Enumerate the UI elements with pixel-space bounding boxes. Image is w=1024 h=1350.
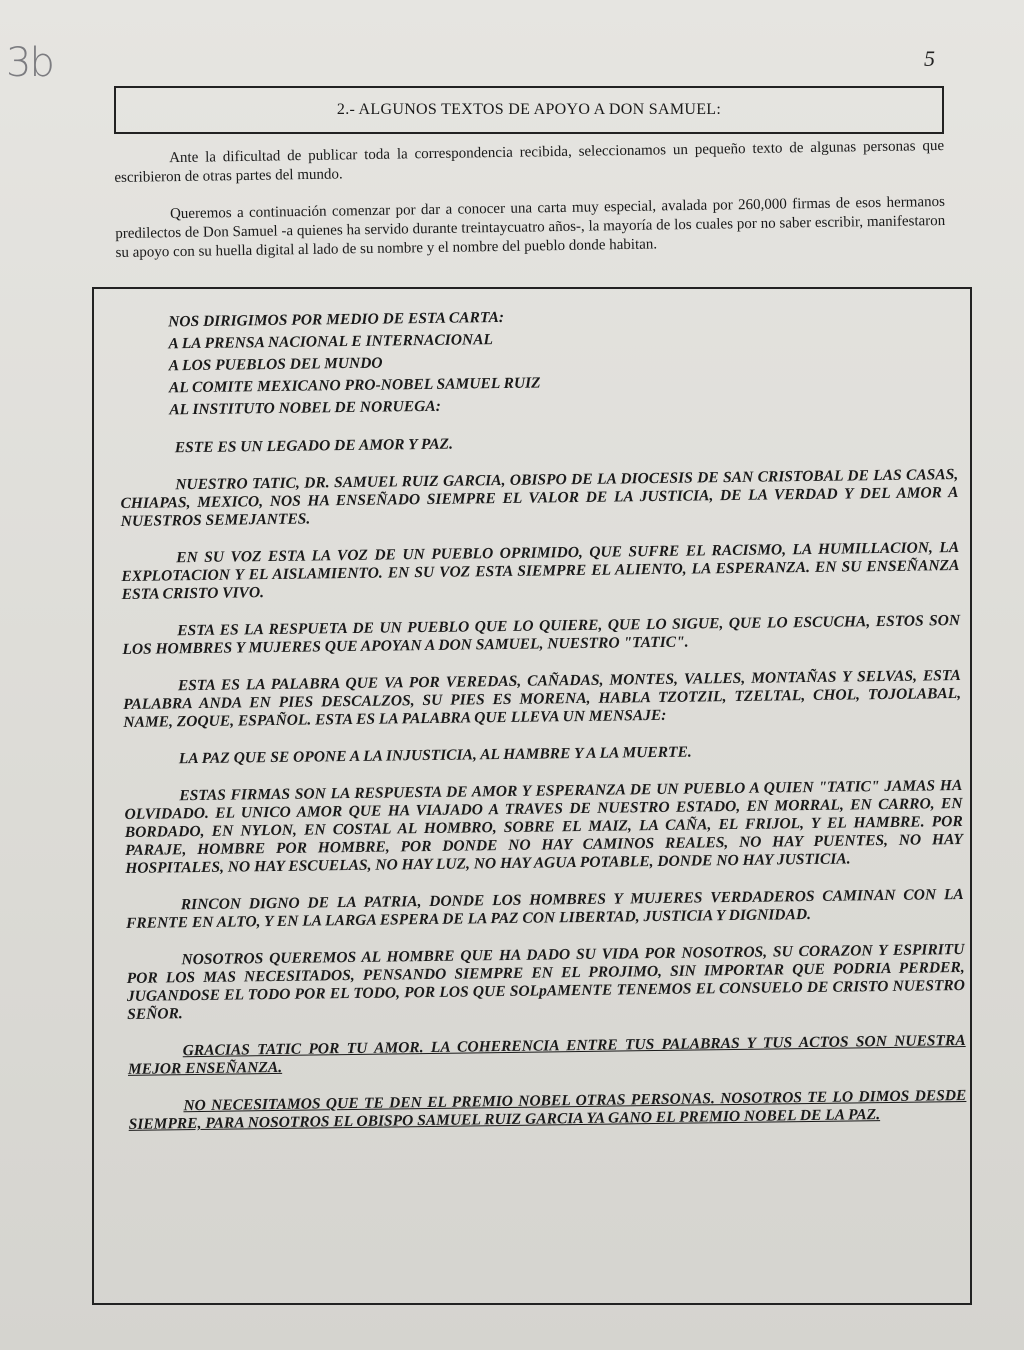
letter-paragraph: NOSOTROS QUEREMOS AL HOMBRE QUE HA DADO SU VIDA POR NOSOTROS, SU CORAZON Y ESPIRITU POR LOS MAS NECESITADOS, PENSANDO SIEMPRE EN EL PROJIMO, SIN IMPORTAR QUE PODRIA PERDER, JUGANDOSE EL TODO POR EL TODO, POR LOS QUE SOLpAMENTE TENEMOS EL CONSUELO DE CRISTO NUESTRO SEÑOR.	[126, 940, 965, 1023]
intro-paragraph: Ante la dificultad de publicar toda la correspondencia recibida, seleccionamos un pequeño texto de algunas personas que escribieron de otras partes del mundo.	[114, 137, 945, 186]
intro-text	[114, 137, 946, 281]
letter-paragraph: NUESTRO TATIC, DR. SAMUEL RUIZ GARCIA, OBISPO DE LA DIOCESIS DE SAN CRISTOBAL DE LAS CASAS, CHIAPAS, MEXICO, NOS HA ENSEÑADO SIEMPRE EL VALOR DE LA JUSTICIA, DE LA VERDAD Y DEL AMOR A NUESTROS SEMEJANTES.	[120, 466, 959, 530]
intro-paragraph: Queremos a continuación comenzar por dar a conocer una carta muy especial, avalada por 260,000 firmas de esos hermanos predilectos de Don Samuel -a quienes ha servido durante treintaycuatro años-, la mayoría de los cuales por no saber escribir, manifestaron su apoyo con su huella digital al lado de su nombre y el nombre del pueblo donde habitan.	[115, 193, 946, 261]
letter-paragraph: EN SU VOZ ESTA LA VOZ DE UN PUEBLO OPRIMIDO, QUE SUFRE EL RACISMO, LA HUMILLACION, LA EXPLOTACION Y EL AISLAMIENTO. EN SU VOZ ESTA SIEMPRE EL ALIENTO, LA ESPERANZA. EN SU ENSEÑANZA ESTA CRISTO VIVO.	[121, 539, 960, 603]
letter-paragraph: ESTA ES LA RESPUETA DE UN PUEBLO QUE LO QUIERE, QUE LO SIGUE, QUE LO ESCUCHA, ESTOS SON LOS HOMBRES Y MUJERES QUE APOYAN A DON SAMUEL, NUESTRO "TATIC".	[122, 612, 961, 658]
addressee-line: AL COMITE MEXICANO PRO-NOBEL SAMUEL RUIZ	[168, 374, 541, 397]
letter-paragraph: ESTA ES LA PALABRA QUE VA POR VEREDAS, CAÑADAS, MONTES, VALLES, MONTAÑAS Y SELVAS, ESTA PALABRA ANDA EN PIES DESCALZOS, SU PIES ES MORENA, HABLA TZOTZIL, TZELTAL, CHOL, TOJOLABAL, NAME, ZOQUE, ESPAÑOL. ESTA ES LA PALABRA QUE LLEVA UN MENSAJE:	[123, 666, 962, 731]
letter-underlined-paragraph: GRACIAS TATIC POR TU AMOR. LA COHERENCIA ENTRE TUS PALABRAS Y TUS ACTOS SON NUESTRA MEJOR ENSEÑANZA.	[127, 1031, 966, 1078]
letter-addressees	[168, 301, 957, 421]
section-title-box	[114, 86, 944, 134]
letter-paragraph: LA PAZ QUE SE OPONE A LA INJUSTICIA, AL HAMBRE Y A LA MUERTE.	[178, 743, 692, 768]
handwritten-margin-note: 3b	[6, 40, 53, 86]
addressee-line: A LOS PUEBLOS DEL MUNDO	[168, 354, 383, 375]
addressee-line: NOS DIRIGIMOS POR MEDIO DE ESTA CARTA:	[168, 308, 505, 331]
letter-body	[118, 301, 967, 1153]
addressee-line: AL INSTITUTO NOBEL DE NORUEGA:	[169, 397, 441, 419]
section-title: 2.- ALGUNOS TEXTOS DE APOYO A DON SAMUEL:	[336, 101, 722, 118]
letter-underlined-paragraph: NO NECESITAMOS QUE TE DEN EL PREMIO NOBEL OTRAS PERSONAS. NOSOTROS TE LO DIMOS DESDE SIEMPRE, PARA NOSOTROS EL OBISPO SAMUEL RUIZ GARCIA YA GANO EL PREMIO NOBEL DE LA PAZ.	[128, 1086, 967, 1133]
letter-paragraph: ESTE ES UN LEGADO DE AMOR Y PAZ.	[174, 435, 454, 457]
addressee-line: A LA PRENSA NACIONAL E INTERNACIONAL	[168, 331, 494, 353]
page-number: 5	[924, 46, 935, 71]
letter-paragraph: ESTAS FIRMAS SON LA RESPUESTA DE AMOR Y ESPERANZA DE UN PUEBLO A QUIEN "TATIC" JAMAS HA OLVIDADO. EL UNICO AMOR QUE HA VIAJADO A TRAVES DE NUESTRO ESTADO, EN MORRAL, EN CARRO, EN BORDADO, EN NYLON, EN COSTAL AL HOMBRO, SOBRE EL MAIZ, LA CAÑA, EL FRIJOL, Y EL HAMBRE. POR PARAJE, HOMBRE POR HOMBRE, POR DONDE NO HAY CAMINOS REALES, NO HAY PUENTES, NO HAY HOSPITALES, NO HAY ESCUELAS, NO HAY LUZ, NO HAY AGUA POTABLE, DONDE NO HAY JUSTICIA.	[124, 776, 964, 877]
letter-paragraph: RINCON DIGNO DE LA PATRIA, DONDE LOS HOMBRES Y MUJERES VERDADEROS CAMINAN CON LA FRENTE EN ALTO, Y EN LA LARGA ESPERA DE LA PAZ CON LIBERTAD, JUSTICIA Y DIGNIDAD.	[125, 885, 964, 932]
